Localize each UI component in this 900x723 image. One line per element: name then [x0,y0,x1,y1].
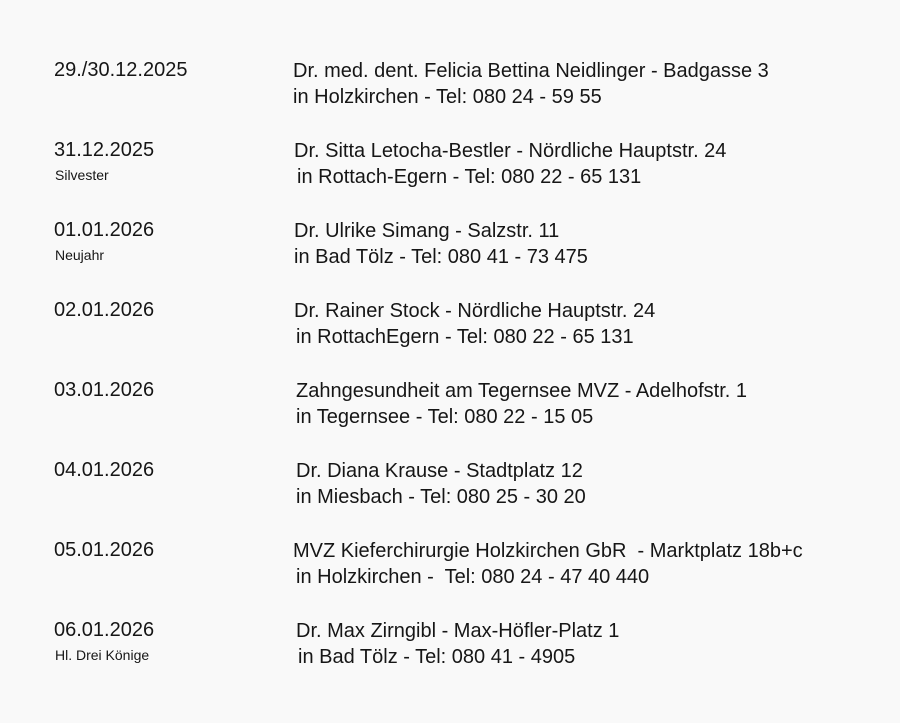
entry-city-phone: in RottachEgern - Tel: 080 22 - 65 131 [296,326,634,348]
schedule-entry [0,58,900,128]
schedule-entry [0,458,900,528]
entry-date: 01.01.2026 [54,219,155,241]
entry-date: 04.01.2026 [54,459,155,481]
entry-date: 31.12.2025 [54,139,155,161]
entry-city-phone: in Tegernsee - Tel: 080 22 - 15 05 [296,406,594,428]
entry-practice-address: MVZ Kieferchirurgie Holzkirchen GbR - Marktplatz 18b+c [293,540,803,562]
entry-city-phone: in Holzkirchen - Tel: 080 24 - 59 55 [293,86,602,108]
entry-date: 03.01.2026 [54,379,155,401]
entry-practice-address: Dr. Sitta Letocha-Bestler - Nördliche Hauptstr. 24 [294,140,727,162]
entry-date: 06.01.2026 [54,619,155,641]
schedule-entry [0,138,900,208]
entry-practice-address: Zahngesundheit am Tegernsee MVZ - Adelhofstr. 1 [296,380,748,402]
entry-holiday-note: Neujahr [55,247,105,263]
schedule-entry [0,538,900,608]
entry-date: 29./30.12.2025 [54,59,188,81]
entry-practice-address: Dr. Diana Krause - Stadtplatz 12 [296,460,583,482]
entry-date: 02.01.2026 [54,299,155,321]
entry-date: 05.01.2026 [54,539,155,561]
entry-holiday-note: Silvester [55,167,109,183]
entry-holiday-note: Hl. Drei Könige [55,647,150,663]
entry-city-phone: in Rottach-Egern - Tel: 080 22 - 65 131 [297,166,642,188]
entry-city-phone: in Holzkirchen - Tel: 080 24 - 47 40 440 [296,566,650,588]
entry-practice-address: Dr. Ulrike Simang - Salzstr. 11 [294,220,560,242]
schedule-entry [0,378,900,448]
entry-practice-address: Dr. med. dent. Felicia Bettina Neidlinger - Badgasse 3 [293,60,769,82]
entry-city-phone: in Bad Tölz - Tel: 080 41 - 4905 [298,646,576,668]
entry-practice-address: Dr. Max Zirngibl - Max-Höfler-Platz 1 [296,620,620,642]
schedule-entry [0,618,900,688]
schedule-entry [0,218,900,288]
entry-city-phone: in Bad Tölz - Tel: 080 41 - 73 475 [294,246,588,268]
schedule-entry [0,298,900,368]
entry-city-phone: in Miesbach - Tel: 080 25 - 30 20 [296,486,586,508]
entry-practice-address: Dr. Rainer Stock - Nördliche Hauptstr. 24 [294,300,656,322]
